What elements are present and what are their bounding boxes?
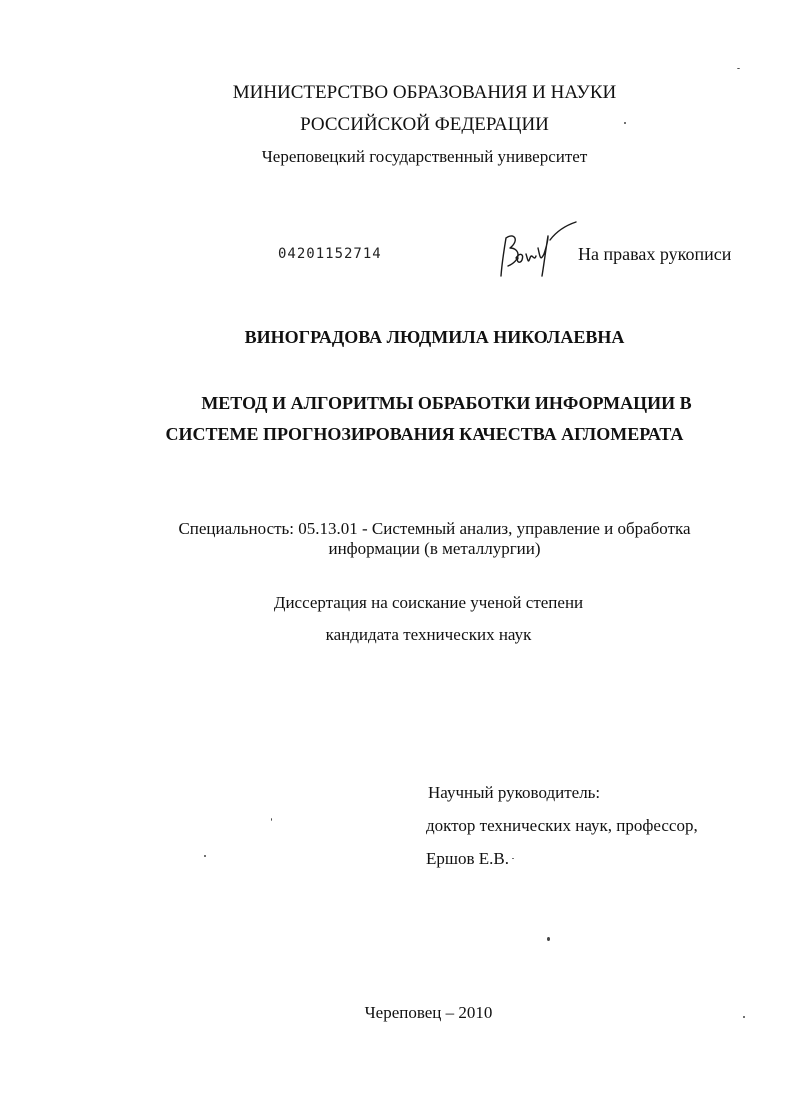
university-name: Череповецкий государственный университет [261, 147, 588, 166]
scan-speck [512, 858, 514, 859]
scan-speck [271, 818, 272, 821]
specialty-line-1: Специальность: 05.13.01 - Системный анализ, управление и обработка [178, 519, 691, 538]
scan-speck [624, 122, 626, 124]
scan-speck [547, 937, 550, 941]
dissertation-line-2: кандидата технических наук [325, 625, 532, 644]
thesis-title-line-2: СИСТЕМЕ ПРОГНОЗИРОВАНИЯ КАЧЕСТВА АГЛОМЕРАТА [165, 424, 684, 444]
scan-speck [204, 855, 206, 857]
manuscript-rights: На правах рукописи [578, 244, 732, 264]
ministry-line-2: РОССИЙСКОЙ ФЕДЕРАЦИИ [300, 114, 549, 135]
ministry-line-1: МИНИСТЕРСТВО ОБРАЗОВАНИЯ И НАУКИ [232, 82, 617, 103]
scan-speck [743, 1016, 745, 1018]
dissertation-line-1: Диссертация на соискание ученой степени [273, 593, 584, 612]
signature-icon [492, 218, 584, 282]
scan-speck [737, 68, 740, 69]
thesis-title-line-1: МЕТОД И АЛГОРИТМЫ ОБРАБОТКИ ИНФОРМАЦИИ В [201, 393, 692, 413]
adviser-degree: доктор технических наук, профессор, [426, 816, 698, 835]
specialty-line-2: информации (в металлургии) [328, 539, 541, 558]
adviser-label: Научный руководитель: [428, 783, 601, 802]
author-name: ВИНОГРАДОВА ЛЮДМИЛА НИКОЛАЕВНА [244, 327, 625, 347]
adviser-name: Ершов Е.В. [426, 849, 509, 868]
inventory-number: 04201152714 [278, 246, 382, 262]
place-and-year: Череповец – 2010 [364, 1003, 493, 1022]
